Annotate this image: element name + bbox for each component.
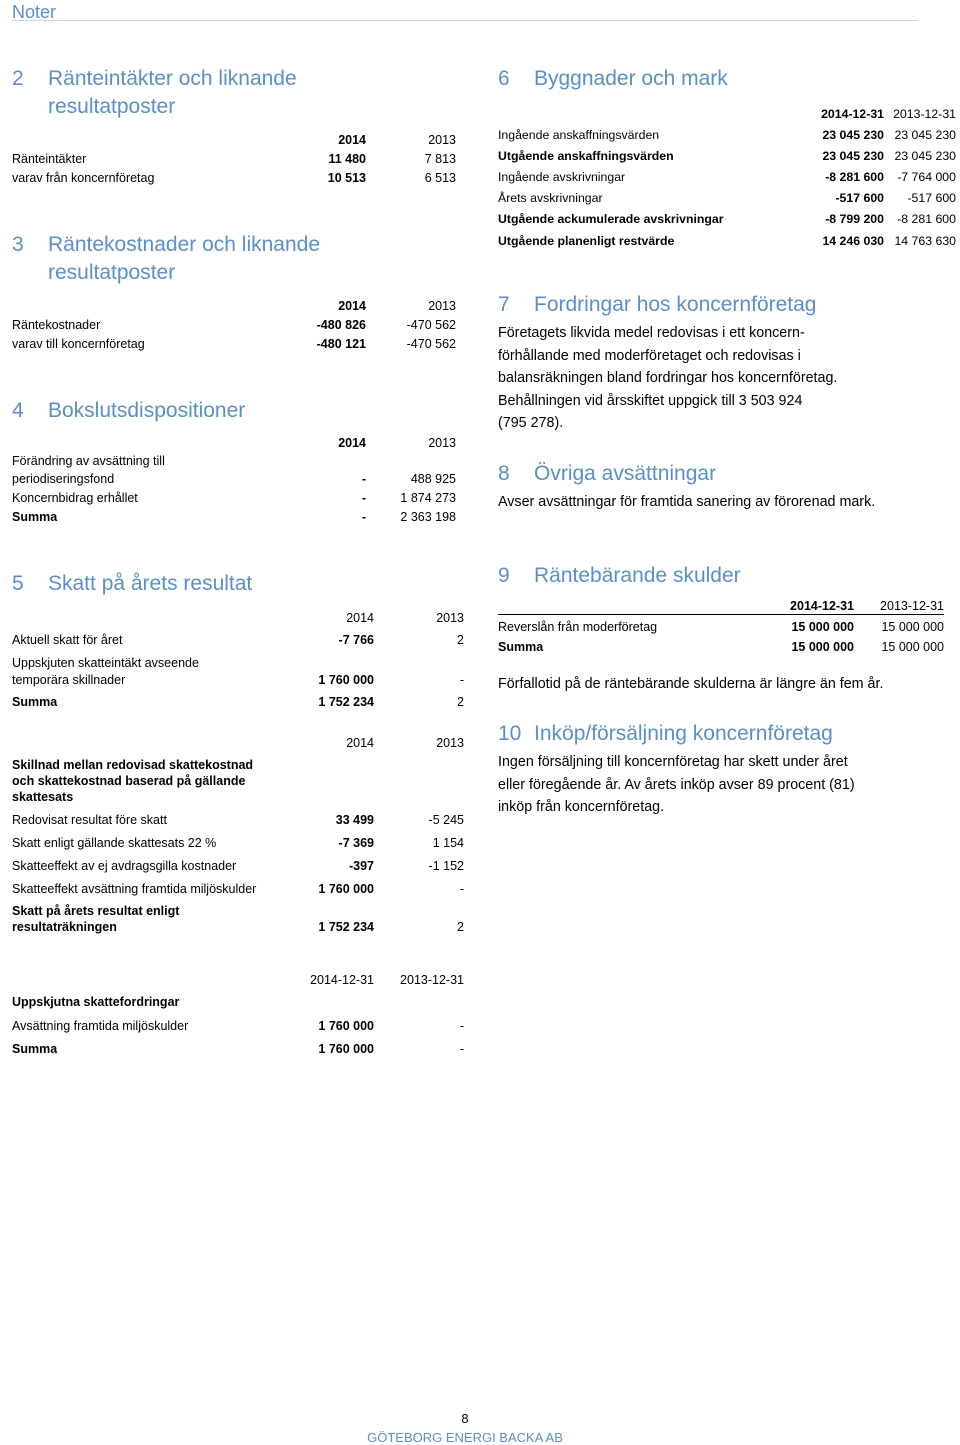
row-label: periodiseringsfond — [12, 472, 115, 486]
row-value-2014: 10 513 — [327, 171, 366, 185]
row-value-2013: 2 — [457, 920, 464, 934]
row-value-2014: 1 760 000 — [318, 1019, 374, 1033]
row-label: Skatt enligt gällande skattesats 22 % — [12, 836, 217, 850]
row-label: Årets avskrivningar — [498, 191, 603, 205]
note-7-line: förhållande med moderföretaget och redovisas i — [498, 347, 801, 364]
row-value-2014: -517 600 — [835, 191, 884, 205]
row-value-2013: -7 764 000 — [897, 170, 956, 184]
page-number: 8 — [461, 1411, 469, 1426]
row-value-2013: 15 000 000 — [881, 620, 944, 634]
col-2013: 2013 — [428, 436, 456, 450]
row-label: Utgående planenligt restvärde — [498, 234, 675, 248]
row-value-2013: 6 513 — [424, 171, 456, 185]
col-2014: 2014 — [338, 299, 366, 313]
row-value-2013: 2 — [457, 695, 464, 709]
table-row — [12, 626, 464, 648]
note-2-heading — [12, 65, 472, 121]
note-10-line: eller föregående år. Av årets inköp avser 89 procent (81) — [498, 776, 855, 793]
table-row — [498, 614, 944, 635]
row-label: varav till koncernföretag — [12, 337, 145, 351]
row-value-2013: 23 045 230 — [894, 128, 956, 142]
col-2013: 2013 — [436, 736, 464, 750]
table-row — [12, 919, 464, 935]
row-value-2014: 1 760 000 — [318, 1042, 374, 1056]
row-value-2014: -8 281 600 — [825, 170, 884, 184]
row-value-2014: -7 766 — [338, 633, 374, 647]
table-row — [498, 143, 956, 164]
table-row — [12, 1034, 464, 1057]
col-2014: 2014 — [338, 133, 366, 147]
row-value-2014: -397 — [348, 859, 374, 873]
table-row — [498, 635, 944, 655]
table-row — [12, 333, 456, 352]
note-4-number: 4 — [12, 399, 24, 422]
col-2013: 2013 — [428, 299, 456, 313]
row-value-2013: - — [459, 882, 464, 896]
row-label: Koncernbidrag erhållet — [12, 491, 138, 505]
col-2014: 2014-12-31 — [821, 107, 884, 121]
table-row — [12, 828, 464, 851]
table-row — [498, 122, 956, 143]
note-6-table — [498, 103, 956, 249]
note-4-title: Bokslutsdispositioner — [48, 399, 246, 422]
row-value-2014: 14 246 030 — [822, 234, 884, 248]
note-9-table — [498, 596, 944, 655]
note-5-table-2 — [12, 735, 464, 935]
note-5-title: Skatt på årets resultat — [48, 572, 253, 595]
note-2-number: 2 — [12, 67, 24, 90]
col-2014: 2014 — [346, 611, 374, 625]
table-heading: Skillnad mellan redovisad skattekostnad — [12, 758, 254, 772]
table-heading: och skattekostnad baserad på gällande — [12, 774, 246, 788]
row-value-2014: -7 369 — [338, 836, 374, 850]
table-row — [12, 148, 456, 167]
row-value-2013: - — [459, 673, 464, 687]
row-value-2013: 7 813 — [424, 152, 456, 166]
note-8-title: Övriga avsättningar — [534, 462, 717, 485]
table-heading: skattesats — [12, 790, 74, 804]
table-row — [12, 851, 464, 874]
note-3-title-line1: Räntekostnader och liknande — [48, 233, 321, 256]
table-row — [498, 206, 956, 227]
note-3-table — [12, 294, 456, 352]
note-8-number: 8 — [498, 462, 510, 485]
note-2-table — [12, 128, 456, 186]
row-label: temporära skillnader — [12, 673, 126, 687]
row-label: Skatteeffekt avsättning framtida miljöskulder — [12, 882, 257, 896]
row-value-2013: 14 763 630 — [894, 234, 956, 248]
note-10-line: Ingen försäljning till koncernföretag har skett under året — [498, 754, 848, 770]
row-label: Avsättning framtida miljöskulder — [12, 1019, 189, 1033]
note-6-number: 6 — [498, 67, 510, 90]
row-label: Aktuell skatt för året — [12, 633, 123, 647]
row-label: Skatteeffekt av ej avdragsgilla kostnader — [12, 859, 237, 873]
note-7-line: balansräkningen bland fordringar hos koncernföretag. — [498, 370, 838, 387]
note-7-line: (795 278). — [498, 415, 564, 432]
row-value-2014: 1 760 000 — [318, 882, 374, 896]
row-label: Summa — [12, 695, 58, 709]
note-4-heading — [12, 397, 472, 425]
table-row — [12, 671, 464, 688]
row-label: resultaträkningen — [12, 920, 117, 934]
row-value-2013: -1 152 — [428, 859, 464, 873]
row-label: Summa — [12, 510, 58, 524]
row-label: Skatt på årets resultat enligt — [12, 904, 180, 918]
row-value-2013: -517 600 — [907, 191, 956, 205]
row-value-2013: 15 000 000 — [881, 640, 944, 654]
note-7-line: Behållningen vid årsskiftet uppgick till 3 503 924 — [498, 392, 803, 409]
note-9-number: 9 — [498, 564, 510, 587]
table-row — [498, 164, 956, 185]
note-7-number: 7 — [498, 293, 510, 316]
note-3-heading — [12, 231, 472, 287]
note-8-heading — [498, 460, 938, 488]
table-row — [12, 469, 456, 487]
row-value-2013: -470 562 — [406, 337, 456, 351]
col-2014: 2014-12-31 — [310, 973, 374, 987]
row-value-2014: -480 826 — [316, 318, 366, 332]
row-value-2014: - — [361, 491, 366, 505]
row-label: Ränteintäkter — [12, 152, 87, 166]
row-label: Förändring av avsättning till — [12, 454, 165, 468]
row-label: Utgående anskaffningsvärden — [498, 149, 674, 163]
table-heading: Uppskjutna skattefordringar — [12, 995, 180, 1009]
table-row — [12, 506, 456, 525]
row-label: Summa — [12, 1042, 58, 1056]
row-value-2014: -8 799 200 — [825, 212, 884, 226]
row-value-2014: 15 000 000 — [791, 620, 854, 634]
col-2013: 2013 — [428, 133, 456, 147]
col-2013: 2013-12-31 — [893, 107, 956, 121]
note-2-title-line1: Ränteintäkter och liknande — [48, 67, 297, 90]
note-5-number: 5 — [12, 572, 24, 595]
row-label: Utgående ackumulerade avskrivningar — [498, 212, 724, 226]
table-row — [12, 1010, 464, 1034]
row-value-2013: - — [459, 1042, 464, 1056]
note-8-text: Avser avsättningar för framtida sanering av förorenad mark. — [498, 494, 876, 510]
row-value-2013: 488 925 — [410, 472, 456, 486]
row-value-2013: -5 245 — [428, 813, 464, 827]
row-value-2014: - — [361, 510, 366, 524]
row-value-2013: 2 363 198 — [400, 510, 456, 524]
col-2013: 2013-12-31 — [880, 598, 944, 613]
table-row — [12, 648, 464, 671]
table-row — [12, 451, 456, 469]
table-row — [12, 874, 464, 897]
note-9-text: Förfallotid på de räntebärande skulderna är längre än fem år. — [498, 676, 884, 692]
note-9-heading — [498, 562, 938, 590]
table-row — [12, 897, 464, 919]
col-2014: 2014 — [338, 436, 366, 450]
table-row — [12, 167, 456, 186]
row-value-2014: 23 045 230 — [822, 128, 884, 142]
row-value-2013: - — [459, 1019, 464, 1033]
header-divider — [12, 20, 918, 21]
company-name: GÖTEBORG ENERGI BACKA AB — [367, 1430, 563, 1445]
row-label: Redovisat resultat före skatt — [12, 813, 167, 827]
col-2013: 2013 — [436, 611, 464, 625]
note-3-number: 3 — [12, 233, 24, 256]
row-label: Summa — [498, 640, 544, 654]
row-value-2013: 1 874 273 — [400, 491, 456, 505]
row-value-2014: 1 760 000 — [318, 673, 374, 687]
row-value-2014: 23 045 230 — [822, 149, 884, 163]
note-6-heading — [498, 65, 938, 93]
row-label: Räntekostnader — [12, 318, 101, 332]
note-10-text — [498, 751, 948, 819]
note-5-table-1 — [12, 606, 464, 710]
table-row — [12, 805, 464, 828]
row-label: Ingående anskaffningsvärden — [498, 128, 660, 142]
row-value-2013: -8 281 600 — [897, 212, 956, 226]
table-row — [12, 487, 456, 506]
row-label: Uppskjuten skatteintäkt avseende — [12, 656, 199, 670]
note-10-title: Inköp/försäljning koncernföretag — [534, 722, 833, 745]
note-10-line: inköp från koncernföretag. — [498, 799, 665, 816]
note-5-heading — [12, 570, 472, 598]
note-2-title-line2: resultatposter — [48, 95, 176, 118]
col-2013: 2013-12-31 — [400, 973, 464, 987]
row-value-2014: 11 480 — [328, 152, 366, 166]
table-row — [498, 227, 956, 249]
row-label: Reverslån från moderföretag — [498, 620, 658, 634]
note-4-table — [12, 431, 456, 525]
page-header-title: Noter — [12, 2, 57, 22]
col-2014: 2014-12-31 — [790, 598, 854, 613]
note-10-heading — [498, 720, 938, 748]
row-value-2014: - — [361, 472, 366, 486]
row-label: varav från koncernföretag — [12, 171, 155, 185]
note-7-heading — [498, 291, 938, 319]
note-7-text — [498, 322, 938, 435]
row-value-2014: 15 000 000 — [791, 640, 854, 654]
note-5-table-3 — [12, 971, 464, 1057]
note-10-number: 10 — [498, 722, 522, 745]
row-value-2014: 1 752 234 — [318, 920, 374, 934]
note-7-line: Företagets likvida medel redovisas i ett koncern- — [498, 325, 805, 341]
row-value-2014: 33 499 — [335, 813, 374, 827]
row-value-2014: -480 121 — [316, 337, 366, 351]
row-value-2013: 1 154 — [432, 836, 464, 850]
col-2014: 2014 — [346, 736, 374, 750]
note-7-title: Fordringar hos koncernföretag — [534, 293, 817, 316]
table-row — [498, 185, 956, 206]
table-row — [12, 314, 456, 333]
row-value-2013: 23 045 230 — [894, 149, 956, 163]
row-value-2014: 1 752 234 — [318, 695, 374, 709]
note-6-title: Byggnader och mark — [534, 67, 728, 90]
note-3-title-line2: resultatposter — [48, 261, 176, 284]
row-value-2013: 2 — [457, 633, 464, 647]
note-9-title: Räntebärande skulder — [534, 564, 741, 587]
table-row — [12, 688, 464, 710]
row-label: Ingående avskrivningar — [498, 170, 626, 184]
row-value-2013: -470 562 — [406, 318, 456, 332]
